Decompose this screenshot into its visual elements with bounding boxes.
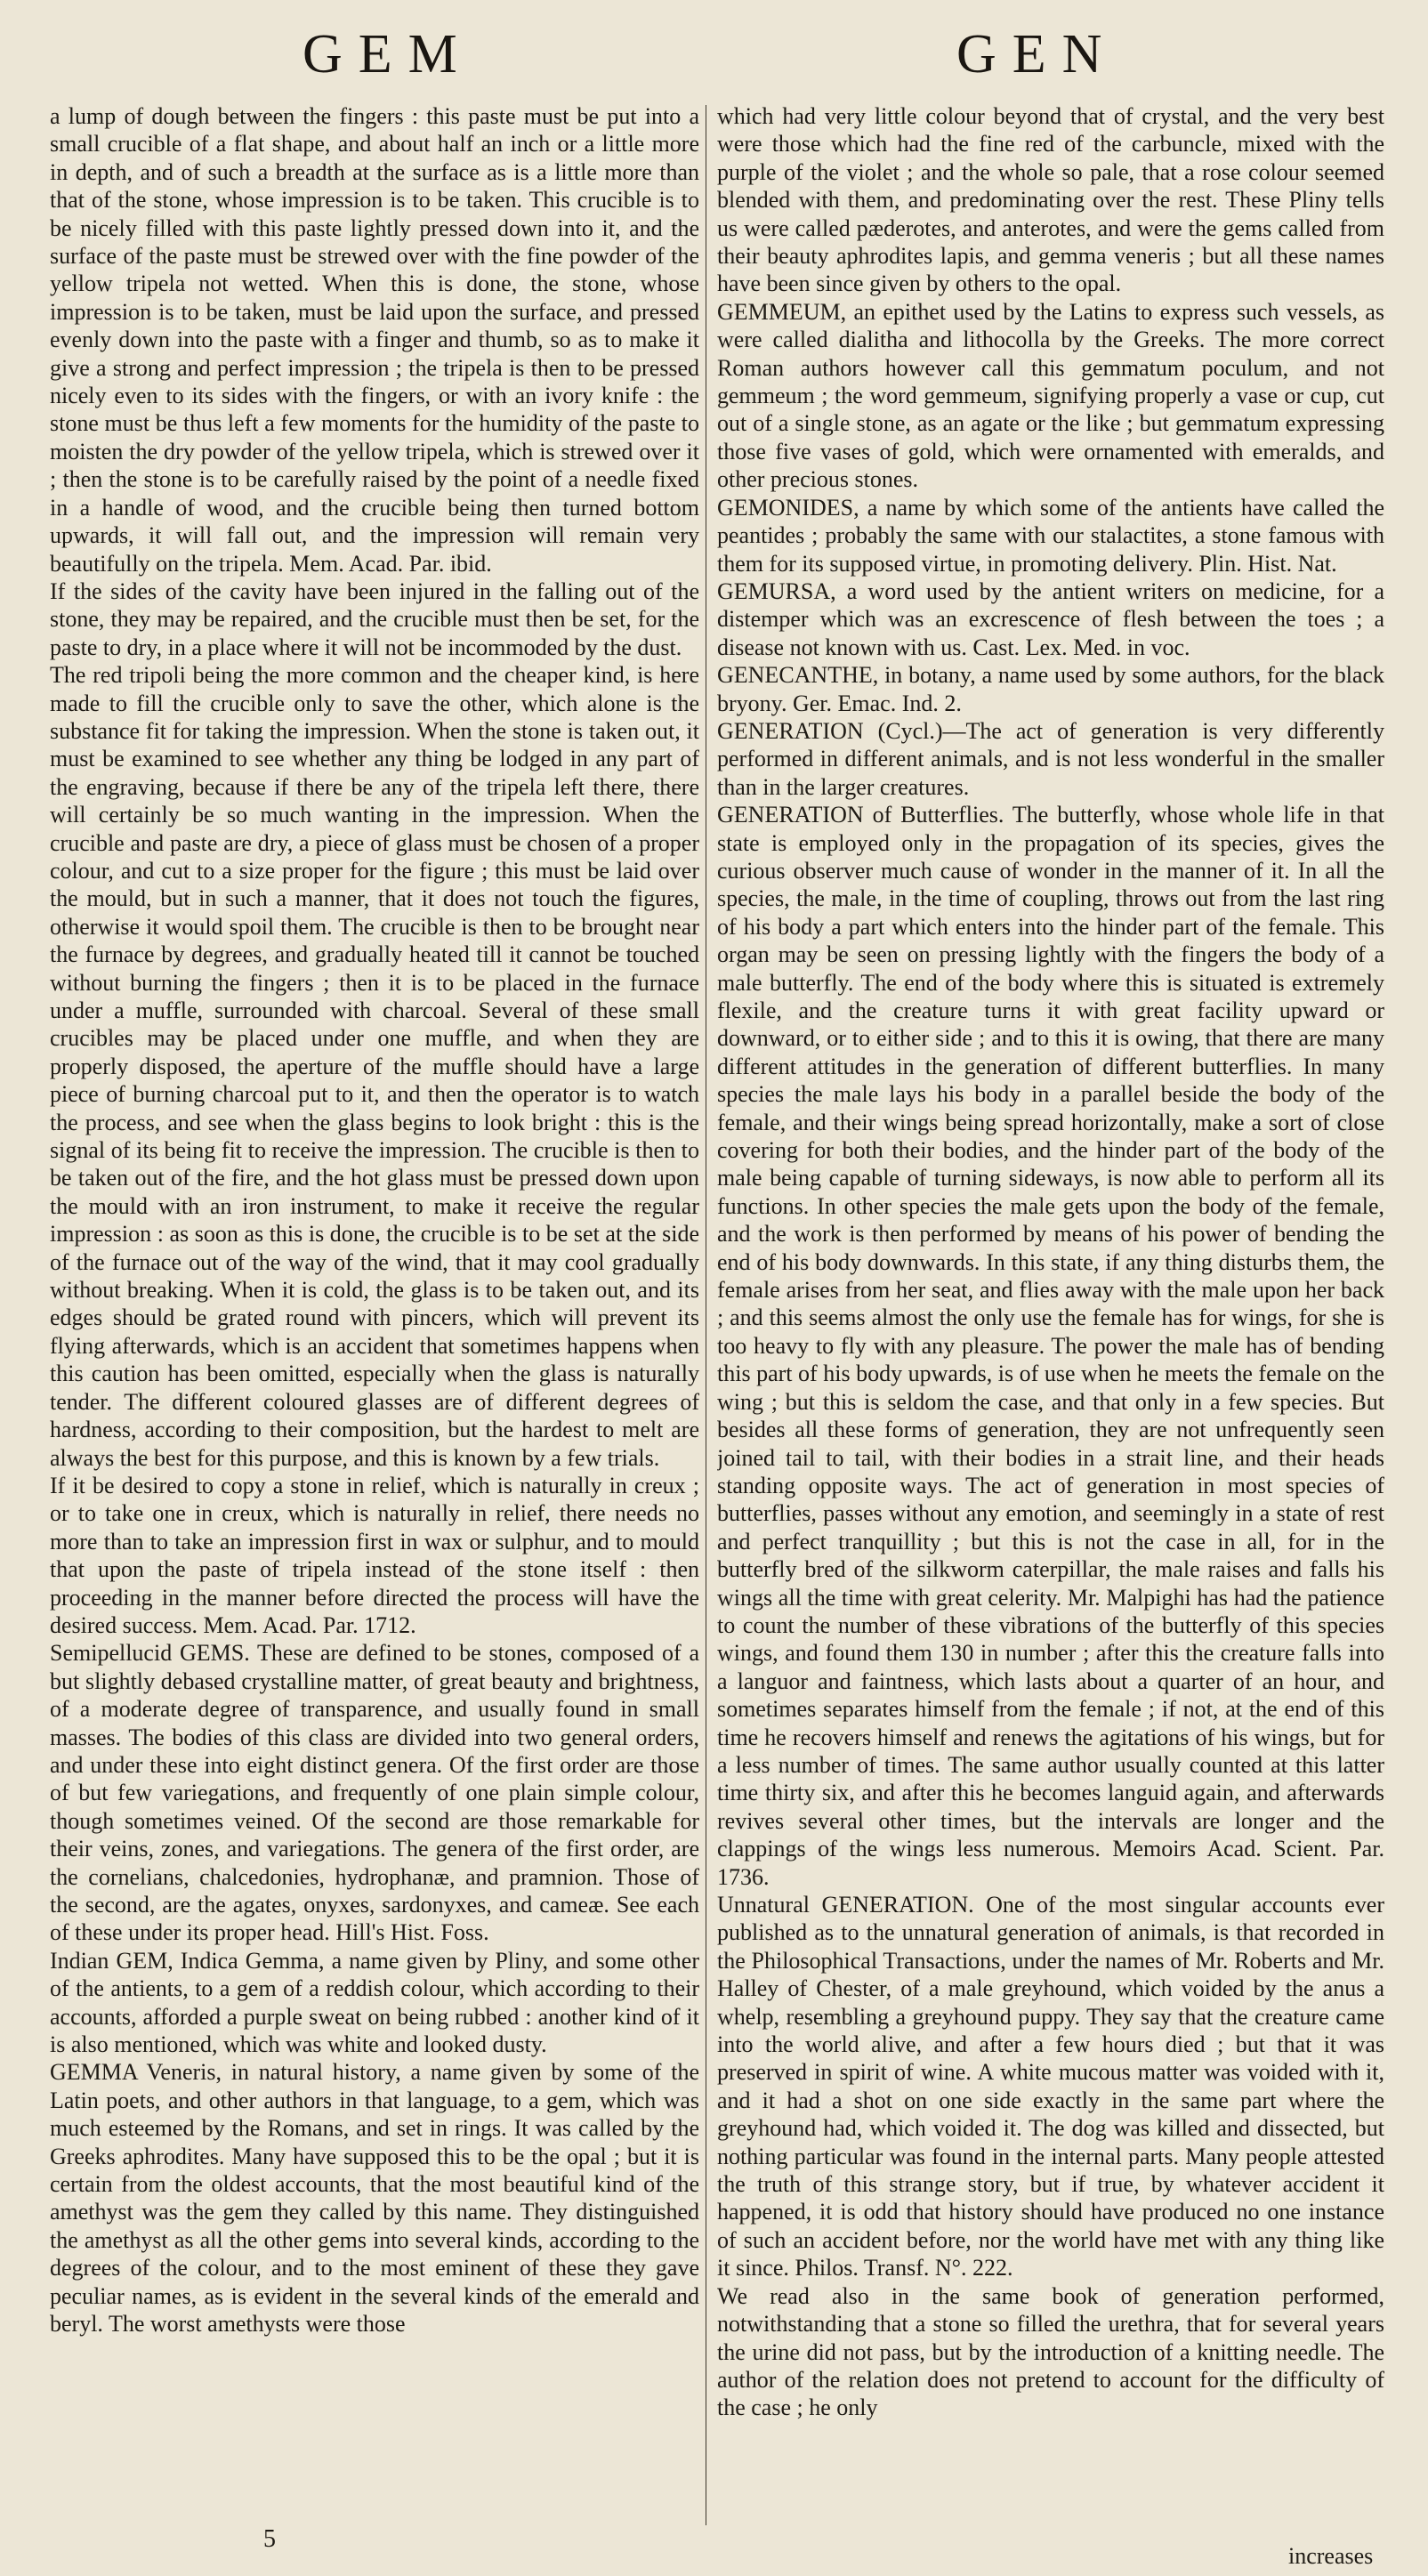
paragraph: Indian GEM, Indica Gemma, a name given by Pliny, and some other of the antients, to a gem of a reddish colour, which according to their accounts, afforded a purple sweat on being rubbed : another kind of it is also mentioned, which was white and looked dusty. (50, 1947, 699, 2058)
paragraph: Semipellucid GEMS. These are defined to be stones, composed of a but slightly debased crystalline matter, of great beauty and brightness, of a moderate degree of transparence, and usually found in small masses. The bodies of this class are divided into two general orders, and under these into eight distinct genera. Of the first order are those of but few variegations, and frequently of one plain simple colour, though sometimes veined. Of the second are those remarkable for their veins, zones, and variegations. The genera of the first order, are the cornelians, chalcedonies, hydrophanæ, and pramnion. Those of the second, are the agates, onyxes, sardonyxes, and cameæ. See each of these under its proper head. Hill's Hist. Foss. (50, 1640, 699, 1946)
paragraph: GENECANTHE, in botany, a name used by some authors, for the black bryony. Ger. Emac. Ind. 2. (717, 662, 1384, 716)
left-column (50, 102, 699, 2505)
paragraph: If it be desired to copy a stone in relief, which is naturally in creux ; or to take one in creux, which is naturally in relief, there needs no more than to take an impression first in wax or sulphur, and to mould that upon the paste of tripela instead of the stone itself : then proceeding in the manner before directed the process will have the desired success. Mem. Acad. Par. 1712. (50, 1472, 699, 1638)
right-column (717, 102, 1384, 2505)
running-head-left: GEM (303, 24, 473, 85)
page-number: 5 (263, 2525, 276, 2553)
catchword: increases (1288, 2543, 1374, 2569)
paragraph: a lump of dough between the fingers : this paste must be put into a small crucible of a flat shape, and about half an inch or a little more in depth, and of such a breadth at the surface as is a little more than that of the stone, whose impression is to be taken. This crucible is to be nicely filled with this paste lightly pressed down into it, and the surface of the paste must be strewed over with the fine powder of the yellow tripela not wetted. When this is done, the stone, whose impression is to be taken, must be laid upon the surface, and pressed evenly down into the paste with a finger and thumb, so as to make it give a strong and perfect impression ; the tripela is then to be pressed nicely even to its sides with the fingers, or with an ivory knife : the stone must be thus left a few moments for the humidity of the paste to moisten the dry powder of the yellow tripela, which is strewed over it ; then the stone is to be carefully raised by the point of a needle fixed in a handle of wood, and the crucible being then turned bottom upwards, it will fall out, and the impression will remain very beautifully on the tripela. Mem. Acad. Par. ibid. (50, 103, 699, 577)
running-head-right: GEN (956, 24, 1118, 85)
paragraph: GEMMA Veneris, in natural history, a name given by some of the Latin poets, and other authors in that language, to a gem, which was much esteemed by the Romans, and set in rings. It was called by the Greeks aphrodites. Many have supposed this to be the opal ; but it is certain from the oldest accounts, that the most beautiful kind of the amethyst was the gem they called by this name. They distinguished the amethyst as all the other gems into several kinds, according to the degrees of the colour, and to the most eminent of these they gave peculiar names, as is evident in the several kinds of the emerald and beryl. The worst amethysts were those (50, 2059, 699, 2338)
paragraph: If the sides of the cavity have been injured in the falling out of the stone, they may be repaired, and the crucible must then be set, for the paste to dry, in a place where it will not be incommoded by the dust. (50, 577, 699, 660)
paragraph: which had very little colour beyond that of crystal, and the very best were those which had the fine red of the carbuncle, mixed with the purple of the violet ; and the whole so pale, that a rose colour seemed blended with them, and predominating over the rest. These Pliny tells us were called pæderotes, and anterotes, and were the gems called from their beauty aphrodites lapis, and gemma veneris ; but all these names have been since given by others to the opal. (717, 103, 1384, 297)
paragraph: GEMONIDES, a name by which some of the antients have called the peantides ; probably the same with our stalactites, a stone famous with them for its supposed virtue, in promoting delivery. Plin. Hist. Nat. (717, 494, 1384, 577)
paragraph: Unnatural GENERATION. One of the most singular accounts ever published as to the unnatural generation of animals, is that recorded in the Philosophical Transactions, under the names of Mr. Roberts and Mr. Halley of Chester, of a male greyhound, which voided by the anus a whelp, resembling a greyhound puppy. They say that the creature came into the world alive, and after a few hours died ; but that it was preserved in spirit of wine. A white mucous matter was voided with it, and it had a shot on one side exactly in the same part where the greyhound had, which voided it. The dog was killed and dissected, but nothing particular was found in the internal parts. Many people attested the truth of this strange story, but if true, by whatever accident it happened, it is odd that history should have produced no one instance of such an accident before, nor the world have met with any thing like it since. Philos. Transf. N°. 222. (717, 1892, 1384, 2281)
paragraph: GEMMEUM, an epithet used by the Latins to express such vessels, as were called dialitha and lithocolla by the Greeks. The more correct Roman authors however call this gemmatum poculum, and not gemmeum ; the word gemmeum, signifying properly a vase or cup, cut out of a single stone, as an agate or the like ; but gemmatum expressing those five vases of gold, which were ornamented with emeralds, and other precious stones. (717, 298, 1384, 493)
paragraph: The red tripoli being the more common and the cheaper kind, is here made to fill the crucible only to save the other, which alone is the substance fit for taking the impression. When the stone is taken out, it must be examined to see whether any thing be lodged in any part of the engraving, because if there be any of the tripela left there, there will certainly be so much wanting in the impression. When the crucible and paste are dry, a piece of glass must be chosen of a proper colour, and cut to a size proper for the figure ; this must be laid over the mould, but in such a manner, that it does not touch the figures, otherwise it would spoil them. The crucible is then to be brought near the furnace by degrees, and gradually heated till it cannot be touched without burning the fingers ; then it is to be placed in the furnace under a muffle, surrounded with charcoal. Several of these small crucibles may be placed under one muffle, and when they are properly disposed, the aperture of the muffle should have a large piece of burning charcoal put to it, and then the operator is to watch the process, and see when the glass begins to look bright : this is the signal of its being fit to receive the impression. The crucible is then to be taken out of the fire, and the hot glass must be pressed down upon the mould with an iron instrument, to make it receive the regular impression : as soon as this is done, the crucible is to be set at the side of the furnace out of the way of the wind, that it may cool gradually without breaking. When it is cold, the glass is to be taken out, and its edges should be grated round with pincers, which will prevent its flying afterwards, which is an accident that sometimes happens when this caution has been omitted, especially when the glass is naturally tender. The different coloured glasses are of different degrees of hardness, according to their composition, but the hardest to melt are always the best for this purpose, and this is known by a few trials. (50, 662, 699, 1471)
paragraph: GENERATION (Cycl.)—The act of generation is very differently performed in different animals, and is not less wonderful in the smaller than in the larger creatures. (717, 717, 1384, 800)
paragraph: We read also in the same book of generation performed, notwithstanding that a stone so filled the urethra, that for several years the urine did not pass, but by the introduction of a knitting needle. The author of the relation does not pretend to account for the difficulty of the case ; he only (717, 2282, 1384, 2421)
paragraph: GEMURSA, a word used by the antient writers on medicine, for a distemper which was an excrescence of flesh between the toes ; a disease not known with us. Cast. Lex. Med. in voc. (717, 577, 1384, 660)
paragraph: GENERATION of Butterflies. The butterfly, whose whole life in that state is employed only in the propagation of its species, gives the curious observer much cause of wonder in the manner of it. In all the species, the male, in the time of coupling, throws out from the last ring of his body a part which enters into the hinder part of the female. This organ may be seen on pressing lightly with the fingers the body of a male butterfly. The end of the body where this is situated is extremely flexile, and the creature turns it with great facility upward or downward, or to either side ; and to this it is owing, that there are many different attitudes in the generation of different butterflies. In many species the male lays his body in a parallel beside the body of the female, and their wings being spread horizontally, make a sort of close covering for both their bodies, and the hinder part of the body of the male being capable of turning sideways, is now able to perform all its functions. In other species the male gets upon the body of the female, and the work is then performed by means of his power of bending the end of his body downwards. In this state, if any thing disturbs them, the female arises from her seat, and flies away with the male upon her back ; and this seems almost the only use the female has for wings, for she is too heavy to fly with any pleasure. The power the male has of bending this part of his body upwards, is of use when he meets the female on the wing ; but this is seldom the case, and that only in a few species. But besides all these forms of generation, they are not unfrequently seen joined tail to tail, with their bodies in a strait line, and their heads standing opposite ways. The act of generation in most species of butterflies, passes without any emotion, and seemingly in a state of rest and perfect tranquillity ; but this is not the case in all, for in the butterfly bred of the silkworm caterpillar, the male raises and falls his wings all the time with great celerity. Mr. Malpighi has had the patience to count the number of these vibrations of the butterfly of this species wings, and found them 130 in number ; after this the creature falls into a languor and faintness, which lasts about a quarter of an hour, and sometimes separates himself from the female ; if not, at the end of this time he recovers himself and renews the agitations of his wings, but for a less number of times. The same author usually counted at this latter time thirty six, and after this he becomes languid again, and afterwards revives several other times, but the intervals are longer and the clappings of the wings less numerous. Memoirs Acad. Scient. Par. 1736. (717, 802, 1384, 1890)
